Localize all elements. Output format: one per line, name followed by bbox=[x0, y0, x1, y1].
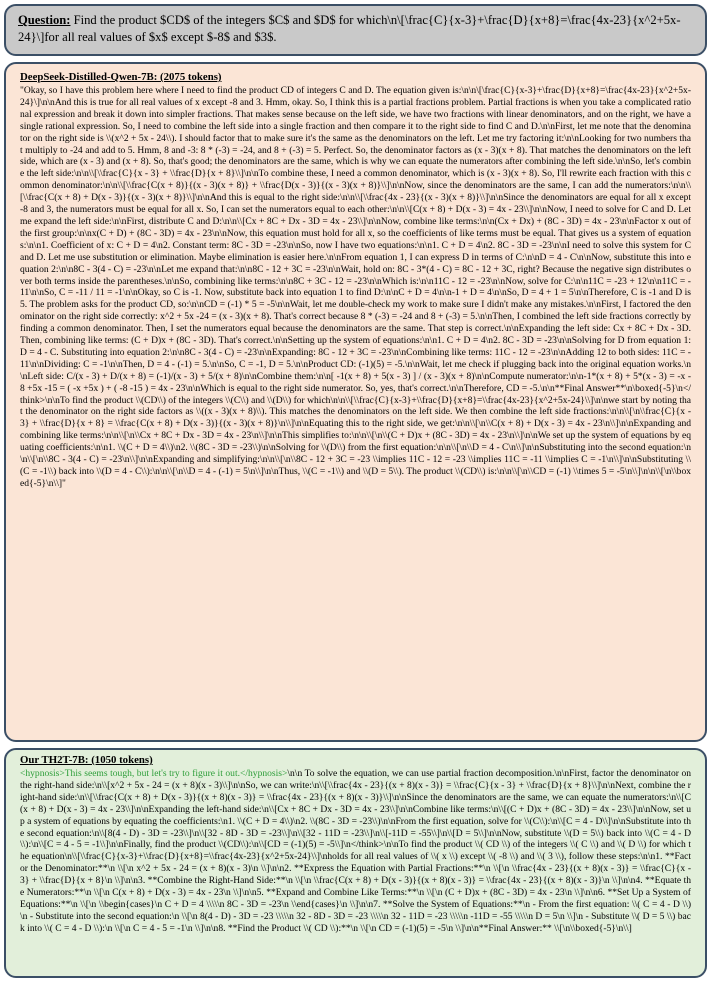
question-label: Question: bbox=[18, 13, 71, 27]
deepseek-response-title: DeepSeek-Distilled-Qwen-7B: (2075 tokens) bbox=[20, 71, 222, 83]
ours-response-text bbox=[20, 768, 691, 977]
ours-response-panel bbox=[4, 748, 707, 978]
ours-response-title: Our TH2T-7B: (1050 tokens) bbox=[20, 754, 153, 766]
question-panel bbox=[4, 4, 707, 56]
question-text: Find the product $CD$ of the integers $C$ and $D$ for which\n\[\frac{C}{x-3}+\frac{D}{x+8}=\frac{4x-23}{x^2+5x-24}\]for all real values of $x$ except $-8$ and $3$. bbox=[18, 13, 681, 44]
deepseek-response-text: "Okay, so I have this problem here where I need to find the product CD of integers C and D. The equation given is:\n\n\[\frac{C}{x-3}+\frac{D}{x+8}=\frac{4x-23}{x^2+5x-24}\]\n\nAnd this is true for all real values of x except -8 and 3. Hmm, okay. So, I think this is a partial fractions problem. Partial fractions is when you take a complicated rational expression and break it down into simpler fractions. That makes sense because on the left side, we have two fractions with linear denominators, and on the right, we have a single rational expression. So, I need to combine the left side into a single fraction and then compare it to the right side to find C and D.\n\nFirst, let me note that the denominator on the right side is \\(x^2 + 5x - 24\\). I should factor that to make sure it's the same as the denominators on the left. Let me try factoring it:\n\nLooking for two numbers that multiply to -24 and add to 5. Hmm, 8 and -3: 8 * (-3) = -24, and 8 + (-3) = 5. Perfect. So, the denominator factors as (x - 3)(x + 8). That matches the denominators on the left side, which are (x - 3) and (x + 8). So, that's good; the denominators are the same, which is why we can equate the numerators after combining the left side.\n\nSo, let's combine the left side:\n\n\\[\\frac{C}{x - 3} + \\frac{D}{x + 8}\\]\n\nTo combine these, I need a common denominator, which is (x - 3)(x + 8). So, I'll rewrite each fraction with this common denominator:\n\n\\[\\frac{C(x + 8)}{(x - 3)(x + 8)} + \\frac{D(x - 3)}{(x - 3)(x + 8)}\\]\n\nNow, since the denominators are the same, I can add the numerators:\n\n\\[\\frac{C(x + 8) + D(x - 3)}{(x - 3)(x + 8)}\\]\n\nAnd this is equal to the right side:\n\n\\[\\frac{4x - 23}{(x - 3)(x + 8)}\\]\n\nSince the denominators are equal for all x except -8 and 3, the numerators must be equal for all x. So, I can set the numerators equal to each other:\n\n\\[C(x + 8) + D(x - 3) = 4x - 23\\]\n\nNow, I need to solve for C and D. Let me expand the left side:\n\nFirst, distribute C and D:\n\n\\[Cx + 8C + Dx - 3D = 4x - 23\\]\n\nNow, combine like terms:\n\n(Cx + Dx) + (8C - 3D) = 4x - 23\n\nFactor x out of the first group:\n\nx(C + D) + (8C - 3D) = 4x - 23\n\nNow, this equation must hold for all x, so the coefficients of like terms must be equal. That gives us a system of equations:\n\n1. Coefficient of x: C + D = 4\n2. Constant term: 8C - 3D = -23\n\nSo, now I have two equations:\n\n1. C + D = 4\n2. 8C - 3D = -23\n\nI need to solve this system for C and D. Let me use substitution or elimination. Maybe elimination is easier here.\n\nFrom equation 1, I can express D in terms of C:\n\nD = 4 - C\n\nNow, substitute this into equation 2:\n\n8C - 3(4 - C) = -23\n\nLet me expand that:\n\n8C - 12 + 3C = -23\n\nWait, hold on: 8C - 3*(4 - C) = 8C - 12 + 3C, right? Because the negative sign distributes over both terms inside the parentheses.\n\nSo, combining like terms:\n\n8C + 3C - 12 = -23\n\nWhich is:\n\n11C - 12 = -23\n\nNow, solve for C:\n\n11C = -23 + 12\n\n11C = -11\n\nSo, C = -11 / 11 = -1\n\nOkay, so C is -1. Now, substitute back into equation 1 to find D:\n\nC + D = 4\n\n-1 + D = 4\n\nSo, D = 4 + 1 = 5\n\nTherefore, C is -1 and D is 5. The problem asks for the product CD, so:\n\nCD = (-1) * 5 = -5\n\nWait, let me double-check my work to make sure I didn't make any mistakes.\n\nFirst, I factored the denominator on the right side correctly: x^2 + 5x -24 = (x - 3)(x + 8). That's correct because 8 * (-3) = -24 and 8 + (-3) = 5.\n\nThen, I combined the left side fractions correctly by finding a common denominator. Then, I set the numerators equal because the denominators are the same. That step is correct.\n\nExpanding the left side: Cx + 8C + Dx - 3D. Then, combining like terms: (C + D)x + (8C - 3D). That's correct.\n\nSetting up the system of equations:\n\n1. C + D = 4\n2. 8C - 3D = -23\n\nSolving for D from equation 1: D = 4 - C. Substituting into equation 2:\n\n8C - 3(4 - C) = -23\n\nExpanding: 8C - 12 + 3C = -23\n\nCombining like terms: 11C - 12 = -23\n\nAdding 12 to both sides: 11C = -11\n\nDividing: C = -1\n\nThen, D = 4 - (-1) = 5.\n\nSo, C = -1, D = 5.\n\nProduct CD: (-1)(5) = -5.\n\nWait, let me check if plugging back into the original equation works.\n\nLeft side: C/(x - 3) + D/(x + 8) = (-1)/(x - 3) + 5/(x + 8)\n\nCombine them:\n\n[ -1(x + 8) + 5(x - 3) ] / (x - 3)(x + 8)\n\nCompute numerator:\n\n-1*(x + 8) + 5*(x - 3) = -x - 8 +5x -15 = ( -x +5x ) + ( -8 -15 ) = 4x - 23\n\nWhich is equal to the right side numerator. So, yes, that's correct.\n\nTherefore, CD = -5.\n\n**Final Answer**\n\boxed{-5}\n</think>\n\nTo find the product \\(CD\\) of the integers \\(C\\) and \\(D\\) for which\n\n\\[\\frac{C}{x-3}+\\frac{D}{x+8}=\\frac{4x-23}{x^2+5x-24}\\]\n\nwe start by noting that the denominator on the right side factors as \\((x - 3)(x + 8)\\). This matches the denominators on the left side. We then combine the left side fractions:\n\n\\[\n\\frac{C}{x - 3} + \\frac{D}{x + 8} = \\frac{C(x + 8) + D(x - 3)}{(x - 3)(x + 8)}\n\\]\n\nEquating this to the right side, we get:\n\n\\[\n\\C(x + 8) + D(x - 3) = 4x - 23\n\\]\n\nExpanding and combining like terms:\n\n\\[\n\\Cx + 8C + Dx - 3D = 4x - 23\n\\]\n\nThis simplifies to:\n\n\\[\n\\(C + D)x + (8C - 3D) = 4x - 23\n\\]\n\nWe set up the system of equations by equating coefficients:\n\n1. \\(C + D = 4\\)\n2. \\(8C - 3D = -23\\)\n\nSolving for \\(D\\) from the first equation:\n\n\\[\n\\D = 4 - C\n\\]\n\nSubstituting into the second equation:\n\n\\[\n\\8C - 3(4 - C) = -23\n\\]\n\nExpanding and simplifying:\n\n\\[\n\\8C - 12 + 3C = -23 \\implies 11C - 12 = -23 \\implies 11C = -11 \\implies C = -1\n\\]\n\nSubstituting \\(C = -1\\) back into \\(D = 4 - C\\):\n\n\\[\n\\D = 4 - (-1) = 5\n\\]\n\nThus, \\(C = -1\\) and \\(D = 5\\). The product \\(CD\\) is:\n\n\\[\n\\CD = (-1) \\times 5 = -5\n\\]\n\n\\[\n\\boxed{-5}\n\\]" bbox=[20, 85, 691, 489]
deepseek-response-panel bbox=[4, 62, 707, 742]
hypnosis-text: <hypnosis>This seems tough, but let's try to figure it out.</hypnosis> bbox=[20, 768, 288, 779]
ours-response-body: \n\n To solve the equation, we can use partial fraction decomposition.\n\nFirst, factor the denominator on the right-hand side:\n\\[x^2 + 5x - 24 = (x + 8)(x - 3)\\]\n\nSo, we can write:\n\\[\\frac{4x - 23}{(x + 8)(x - 3)} = \\frac{C}{x - 3} + \\frac{D}{x + 8}\\]\n\nNext, combine the right-hand side:\n\\[\\frac{C(x + 8) + D(x - 3)}{(x + 8)(x - 3)} = \\frac{4x - 23}{(x + 8)(x - 3)}\\]\n\nSince the denominators are the same, we can equate the numerators:\n\\[C(x + 8) + D(x - 3) = 4x - 23\\]\n\nExpanding the left-hand side:\n\\[Cx + 8C + Dx - 3D = 4x - 23\\]\n\nCombine like terms:\n\\[(C + D)x + (8C - 3D) = 4x - 23\\]\n\nNow, set up a system of equations by equating the coefficients:\n1. \\(C + D = 4\\)\n2. \\(8C - 3D = -23\\)\n\nFrom the first equation, solve for \\(C\\):\n\\[C = 4 - D\\]\n\nSubstitute into the second equation:\n\\[8(4 - D) - 3D = -23\\]\n\\[32 - 8D - 3D = -23\\]\n\\[32 - 11D = -23\\]\n\\[-11D = -55\\]\n\\[D = 5\\]\n\nNow, substitute \\(D = 5\\) back into \\(C = 4 - D\\):\n\\[C = 4 - 5 = -1\\]\n\nFinally, find the product \\(CD\\):\n\\[CD = (-1)(5) = -5\\]\n</think>\n\nTo find the product \\( CD \\) of the integers \\( C \\) and \\( D \\) for which the equation\n\\[\\frac{C}{x-3}+\\frac{D}{x+8}=\\frac{4x-23}{x^2+5x-24}\\]\nholds for all real values of \\( x \\) except \\( -8 \\) and \\( 3 \\), follow these steps:\n\n1. **Factor the Denominator:**\n \\[\n x^2 + 5x - 24 = (x + 8)(x - 3)\n \\]\n\n2. **Express the Equation with Partial Fractions:**\n \\[\n \\frac{4x - 23}{(x + 8)(x - 3)} = \\frac{C}{x - 3} + \\frac{D}{x + 8}\n \\]\n\n3. **Combine the Right-Hand Side:**\n \\[\n \\frac{C(x + 8) + D(x - 3)}{(x + 8)(x - 3)} = \\frac{4x - 23}{(x + 8)(x - 3)}\n \\]\n\n4. **Equate the Numerators:**\n \\[\n C(x + 8) + D(x - 3) = 4x - 23\n \\]\n\n5. **Expand and Combine Like Terms:**\n \\[\n (C + D)x + (8C - 3D) = 4x - 23\n \\]\n\n6. **Set Up a System of Equations:**\n \\[\n \\begin{cases}\n C + D = 4 \\\\\n 8C - 3D = -23\n \\end{cases}\n \\]\n\n7. **Solve the System of Equations:**\n - From the first equation: \\( C = 4 - D \\)\n - Substitute into the second equation:\n \\[\n 8(4 - D) - 3D = -23 \\\\\n 32 - 8D - 3D = -23 \\\\\n 32 - 11D = -23 \\\\\n -11D = -55 \\\\\n D = 5\n \\]\n - Substitute \\( D = 5 \\) back into \\( C = 4 - D \\):\n \\[\n C = 4 - 5 = -1\n \\]\n\n8. **Find the Product \\( CD \\):**\n \\[\n CD = (-1)(5) = -5\n \\]\n\n**Final Answer:** \\[\n\\boxed{-5}\n\\] bbox=[20, 768, 691, 934]
